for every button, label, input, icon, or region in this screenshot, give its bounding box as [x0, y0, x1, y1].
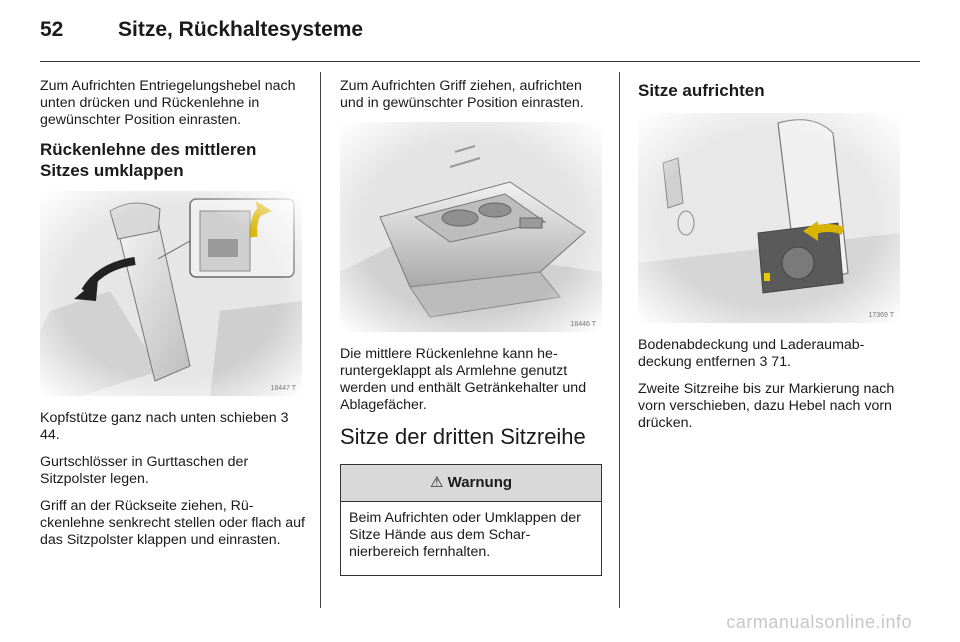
column-2	[340, 78, 602, 576]
col1-paragraph-1: Zum Aufrichten Entriegelungshebel nach unten drücken und Rückenlehne in gewünschter Position einrasten.	[40, 78, 296, 128]
column-divider-2	[619, 72, 620, 608]
page-header	[40, 18, 920, 54]
col2-heading: Sitze der dritten Sitzreihe	[340, 424, 586, 449]
warning-icon: ⚠	[429, 474, 444, 491]
figure-number: 18446 T	[570, 321, 596, 328]
chapter-title: Sitze, Rückhaltesysteme	[118, 18, 364, 41]
figure-middle-seat-fold	[40, 191, 302, 396]
page-number: 52	[40, 18, 64, 41]
warning-body	[341, 502, 601, 575]
seat-raise-illustration	[638, 113, 900, 323]
col3-paragraph-1: Bodenabdeckung und Laderaumabdeckung entfernen 3 71.	[638, 337, 865, 370]
col2-paragraph-2: Die mittlere Rückenlehne kann heruntergeklappt als Armlehne genutzt werden und enthält Getränkehalter und Ablagefächer.	[340, 346, 587, 413]
column-divider-1	[320, 72, 321, 608]
armrest-illustration	[340, 122, 602, 332]
col3-heading: Sitze aufrichten	[638, 81, 765, 100]
figure-number: 18447 T	[270, 385, 296, 392]
figure-armrest	[340, 122, 602, 332]
col1-heading: Rückenlehne des mittleren Sitzes umklappen	[40, 140, 257, 180]
col3-paragraph-2: Zweite Sitzreihe bis zur Markierung nach vorn verschieben, dazu Hebel nach vorn drücken.	[638, 381, 895, 431]
col1-paragraph-2: Kopfstütze ganz nach unten schieben 3 44.	[40, 410, 289, 443]
warning-title: Warnung	[447, 474, 513, 491]
column-3	[638, 78, 900, 442]
warning-box	[340, 464, 602, 576]
warning-text: Beim Aufrichten oder Umklappen der Sitze Hände aus dem Scharnierbereich fernhalten.	[349, 510, 581, 560]
column-1	[40, 78, 308, 559]
watermark-text: carmanualsonline.info	[726, 612, 912, 632]
col2-paragraph-1: Zum Aufrichten Griff ziehen, aufrichten und in gewünschter Position einrasten.	[340, 78, 584, 111]
figure-number: 17369 T	[868, 312, 894, 319]
middle-seat-fold-illustration	[40, 191, 302, 396]
col1-paragraph-4: Griff an der Rückseite ziehen, Rückenlehne senkrecht stellen oder flach auf das Sitzpolster klappen und einrasten.	[40, 498, 305, 548]
col1-paragraph-3: Gurtschlösser in Gurttaschen der Sitzpolster legen.	[40, 454, 249, 487]
figure-seat-raise	[638, 113, 900, 323]
header-rule	[40, 61, 920, 62]
warning-header	[341, 465, 601, 502]
